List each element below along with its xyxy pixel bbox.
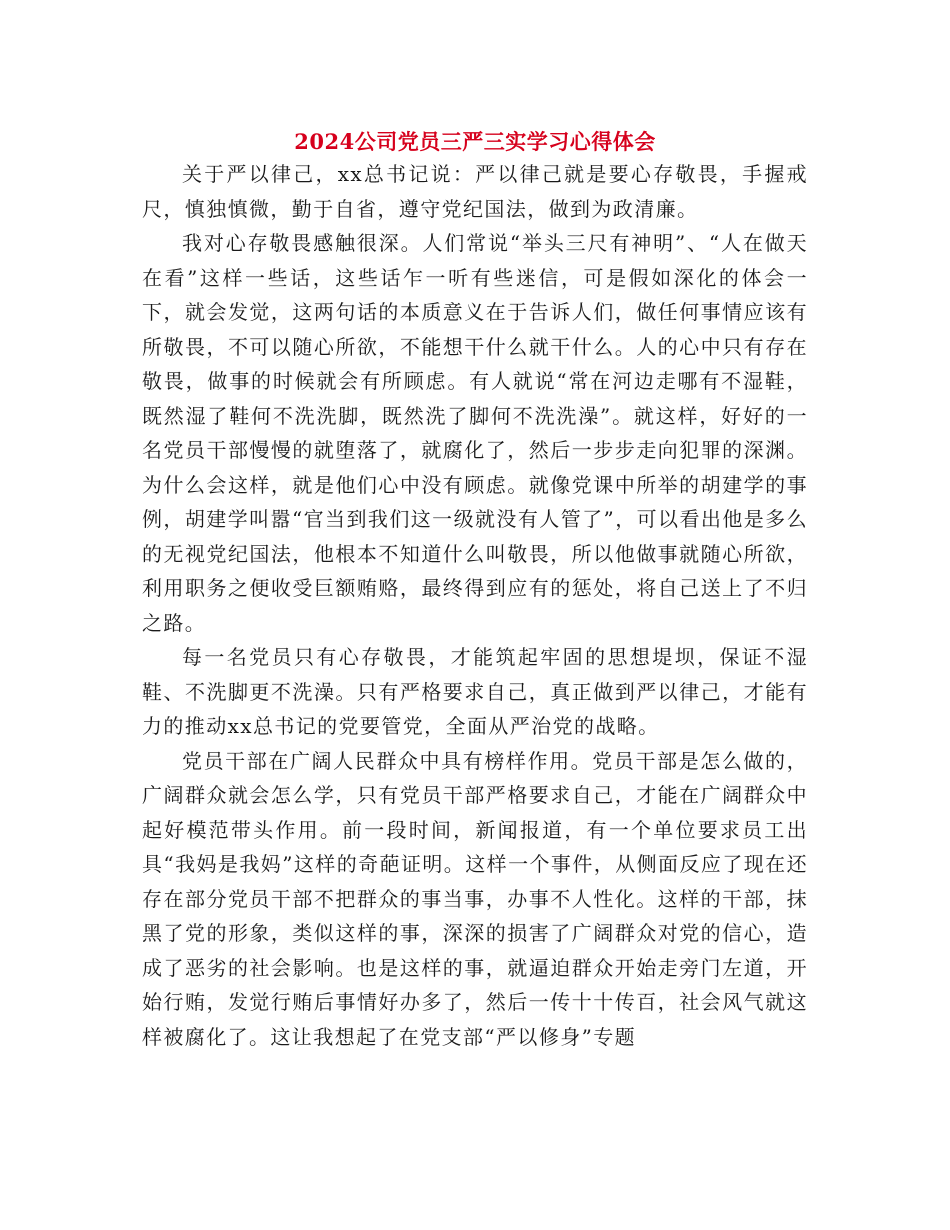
paragraph-4: 党员干部在广阔人民群众中具有榜样作用。党员干部是怎么做的，广阔群众就会怎么学，只有党员干部严格要求自己，才能在广阔群众中起好模范带头作用。前一段时间，新闻报道，有一个单位要求员工出具“我妈是我妈”这样的奇葩证明。这样一个事件，从侧面反应了现在还存在部分党员干部不把群众的事当事，办事不人性化。这样的干部，抹黑了党的形象，类似这样的事，深深的损害了广阔群众对党的信心，造成了恶劣的社会影响。也是这样的事，就逼迫群众开始走旁门左道，开始行贿，发觉行贿后事情好办多了，然后一传十十传百，社会风气就这样被腐化了。这让我想起了在党支部“严以修身”专题	[142, 748, 808, 1049]
paragraph-2: 我对心存敬畏感触很深。人们常说“举头三尺有神明”、“人在做天在看”这样一些话，这些话乍一听有些迷信，可是假如深化的体会一下，就会发觉，这两句话的本质意义在于告诉人们，做任何事情应该有所敬畏，不可以随心所欲，不能想干什么就干什么。人的心中只有存在敬畏，做事的时候就会有所顾虑。有人就说“常在河边走哪有不湿鞋，既然湿了鞋何不洗洗脚，既然洗了脚何不洗洗澡”。就这样，好好的一名党员干部慢慢的就堕落了，就腐化了，然后一步步走向犯罪的深渊。为什么会这样，就是他们心中没有顾虑。就像党课中所举的胡建学的事例，胡建学叫嚣“官当到我们这一级就没有人管了”，可以看出他是多么的无视党纪国法，他根本不知道什么叫敬畏，所以他做事就随心所欲，利用职务之便收受巨额贿赂，最终得到应有的惩处，将自己送上了不归之路。	[142, 231, 808, 635]
paragraph-3: 每一名党员只有心存敬畏，才能筑起牢固的思想堤坝，保证不湿鞋、不洗脚更不洗澡。只有严格要求自己，真正做到严以律己，才能有力的推动xx总书记的党要管党，全面从严治党的战略。	[142, 645, 808, 738]
paragraph-1: 关于严以律己，xx总书记说：严以律己就是要心存敬畏，手握戒尺，慎独慎微，勤于自省，遵守党纪国法，做到为政清廉。	[142, 162, 808, 221]
document-title: 2024公司党员三严三实学习心得体会	[294, 129, 656, 155]
document-body	[142, 157, 808, 1054]
